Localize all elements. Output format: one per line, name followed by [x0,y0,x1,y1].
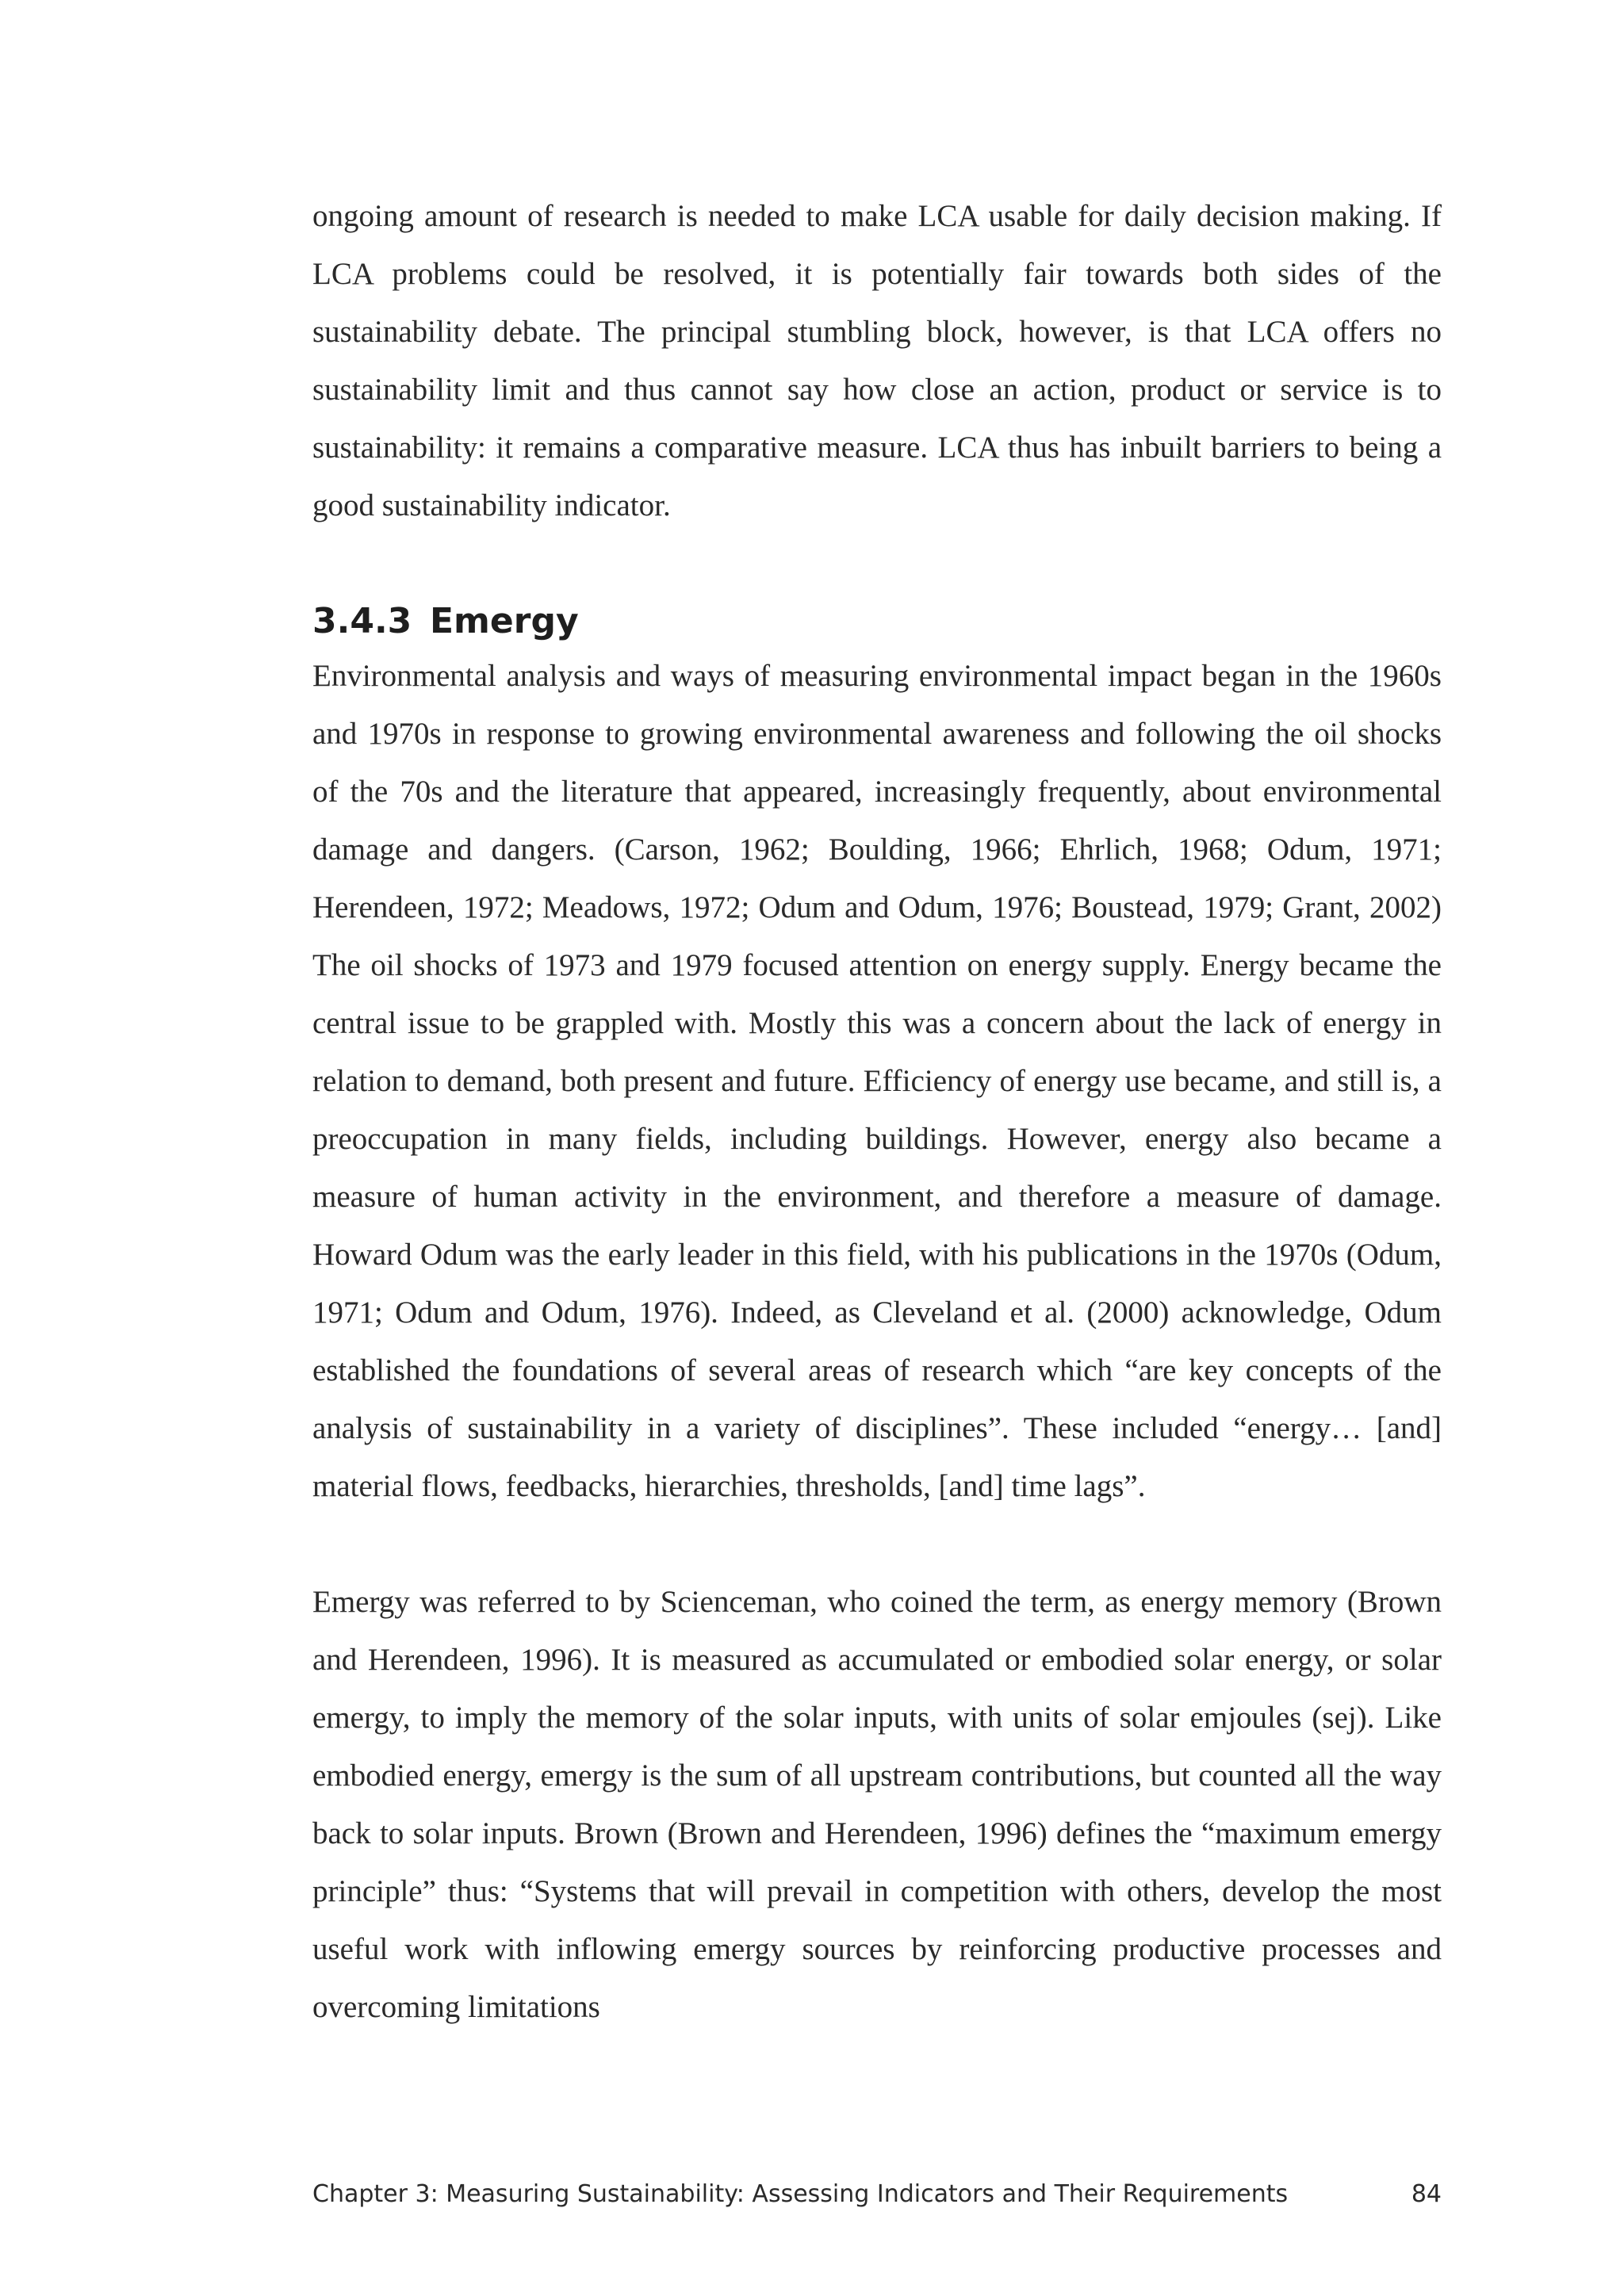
page-number: 84 [1411,2180,1442,2208]
footer-chapter-title: Chapter 3: Measuring Sustainability: Assessing Indicators and Their Requirements [312,2180,1289,2208]
section-title: Emergy [430,601,579,641]
paragraph-emergy-definition: Emergy was referred to by Scienceman, who coined the term, as energy memory (Brown and Herendeen, 1996). It is measured as accumulated or embodied solar energy, or solar emergy, to imply the memory of the solar inputs, with units of solar emjoules (sej). Like embodied energy, emergy is the sum of all upstream contributions, but counted all the way back to solar inputs. Brown (Brown and Herendeen, 1996) defines the “maximum emergy principle” thus: “Systems that will prevail in competition with others, develop the most useful work with inflowing emergy sources by reinforcing productive processes and overcoming limitations [312,1585,1442,2024]
paragraph-lca-conclusion: ongoing amount of research is needed to make LCA usable for daily decision making. If LCA problems could be resolved, it is potentially fair towards both sides of the sustainability debate. The principal stumbling block, however, is that LCA offers no sustainability limit and thus cannot say how close an action, product or service is to sustainability: it remains a comparative measure. LCA thus has inbuilt barriers to being a good sustainability indicator. [312,199,1442,522]
paragraph-environmental-analysis: Environmental analysis and ways of measuring environmental impact began in the 1960s and 1970s in response to growing environmental awareness and following the oil shocks of the 70s and the literature that appeared, increasingly frequently, about environmental damage and dangers. (Carson, 1962; Boulding, 1966; Ehrlich, 1968; Odum, 1971; Herendeen, 1972; Meadows, 1972; Odum and Odum, 1976; Boustead, 1979; Grant, 2002) The oil shocks of 1973 and 1979 focused attention on energy supply. Energy became the central issue to be grappled with. Mostly this was a concern about the lack of energy in relation to demand, both present and future. Efficiency of energy use became, and still is, a preoccupation in many fields, including buildings. However, energy also became a measure of human activity in the environment, and therefore a measure of damage. Howard Odum was the early leader in this field, with his publications in the 1970s (Odum, 1971; Odum and Odum, 1976). Indeed, as Cleveland et al. (2000) acknowledge, Odum established the foundations of several areas of research which “are key concepts of the analysis of sustainability in a variety of disciplines”. These included “energy… [and] material flows, feedbacks, hierarchies, thresholds, [and] time lags”. [312,659,1442,1503]
page-footer [312,2179,1442,2210]
section-heading [312,596,1442,647]
section-number: 3.4.3 [312,601,412,641]
page-body [312,187,1442,2036]
